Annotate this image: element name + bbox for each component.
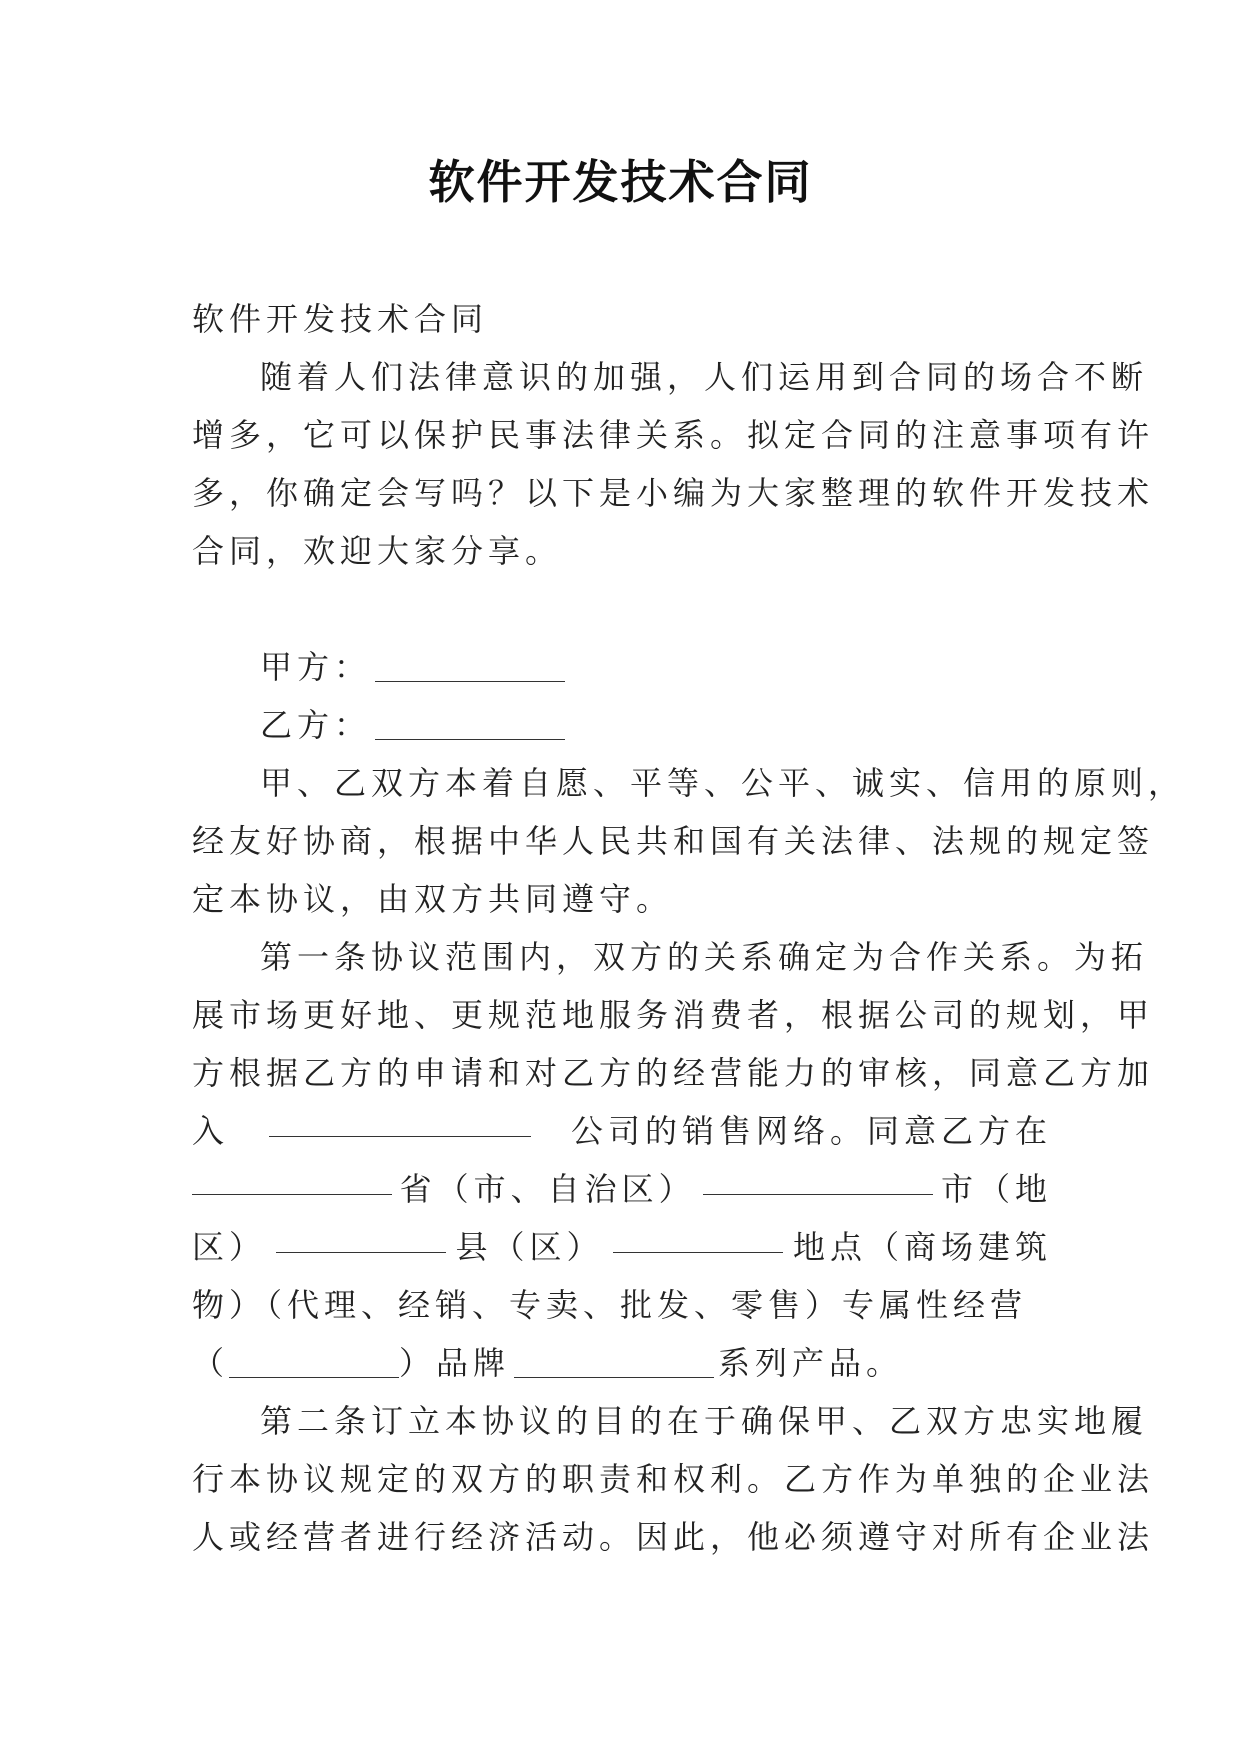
modes-line: 物）（代理、经销、专卖、批发、零售）专属性经营	[192, 1286, 1028, 1324]
article1-fill-line	[192, 1218, 1052, 1276]
article1-fill-line	[192, 1334, 1052, 1392]
article2-line: 第二条订立本协议的目的在于确保甲、乙双方忠实地履	[260, 1402, 1149, 1440]
district-blank	[276, 1218, 446, 1253]
open-paren: （	[192, 1344, 230, 1382]
location-text: 地点（商场建筑	[792, 1228, 1052, 1266]
article2-line: 行本协议规定的双方的职责和权利。乙方作为单独的企业法	[192, 1460, 1155, 1498]
brand-text: ）品牌	[399, 1344, 511, 1382]
article1-fill-line	[192, 1160, 1052, 1218]
join-text: 入	[192, 1112, 230, 1150]
intro-line: 合同，欢迎大家分享。	[192, 532, 563, 570]
document-body	[192, 290, 1186, 1566]
paragraph-gap	[192, 580, 1052, 638]
party-b-label: 乙方：	[260, 706, 372, 744]
county-text: 县（区）	[455, 1228, 604, 1266]
preamble-line: 甲、乙双方本着自愿、平等、公平、诚实、信用的原则，	[260, 764, 1186, 802]
series-blank	[514, 1343, 714, 1378]
county-blank	[613, 1218, 783, 1253]
party-b-blank	[375, 705, 565, 740]
city-text: 市（地	[940, 1170, 1052, 1208]
preamble-line: 定本协议，由双方共同遵守。	[192, 880, 674, 918]
series-text: 系列产品。	[718, 1344, 904, 1382]
article1-line: 方根据乙方的申请和对乙方的经营能力的审核，同意乙方加	[192, 1054, 1155, 1092]
party-a-row	[192, 638, 1052, 696]
intro-line: 多，你确定会写吗？以下是小编为大家整理的软件开发技术	[192, 474, 1155, 512]
preamble-line: 经友好协商，根据中华人民共和国有关法律、法规的规定签	[192, 822, 1155, 860]
intro-line: 随着人们法律意识的加强，人们运用到合同的场合不断	[260, 358, 1149, 396]
subtitle: 软件开发技术合同	[192, 300, 489, 338]
city-blank	[703, 1160, 933, 1195]
document-title: 软件开发技术合同	[428, 155, 813, 209]
article2-line: 人或经营者进行经济活动。因此，他必须遵守对所有企业法	[192, 1518, 1155, 1556]
brand-blank	[229, 1343, 399, 1378]
party-a-label: 甲方：	[260, 648, 372, 686]
article1-line: 展市场更好地、更规范地服务消费者，根据公司的规划，甲	[192, 996, 1155, 1034]
party-a-blank	[375, 647, 565, 682]
province-text: 省（市、自治区）	[399, 1170, 696, 1208]
intro-line: 增多，它可以保护民事法律关系。拟定合同的注意事项有许	[192, 416, 1155, 454]
network-text: 公司的销售网络。同意乙方在	[570, 1112, 1052, 1150]
company-blank	[269, 1102, 531, 1137]
province-blank	[192, 1160, 392, 1195]
party-b-row	[192, 696, 1052, 754]
district-text: 区）	[192, 1228, 267, 1266]
article1-fill-line	[192, 1102, 1052, 1160]
article1-line: 第一条协议范围内，双方的关系确定为合作关系。为拓	[260, 938, 1149, 976]
